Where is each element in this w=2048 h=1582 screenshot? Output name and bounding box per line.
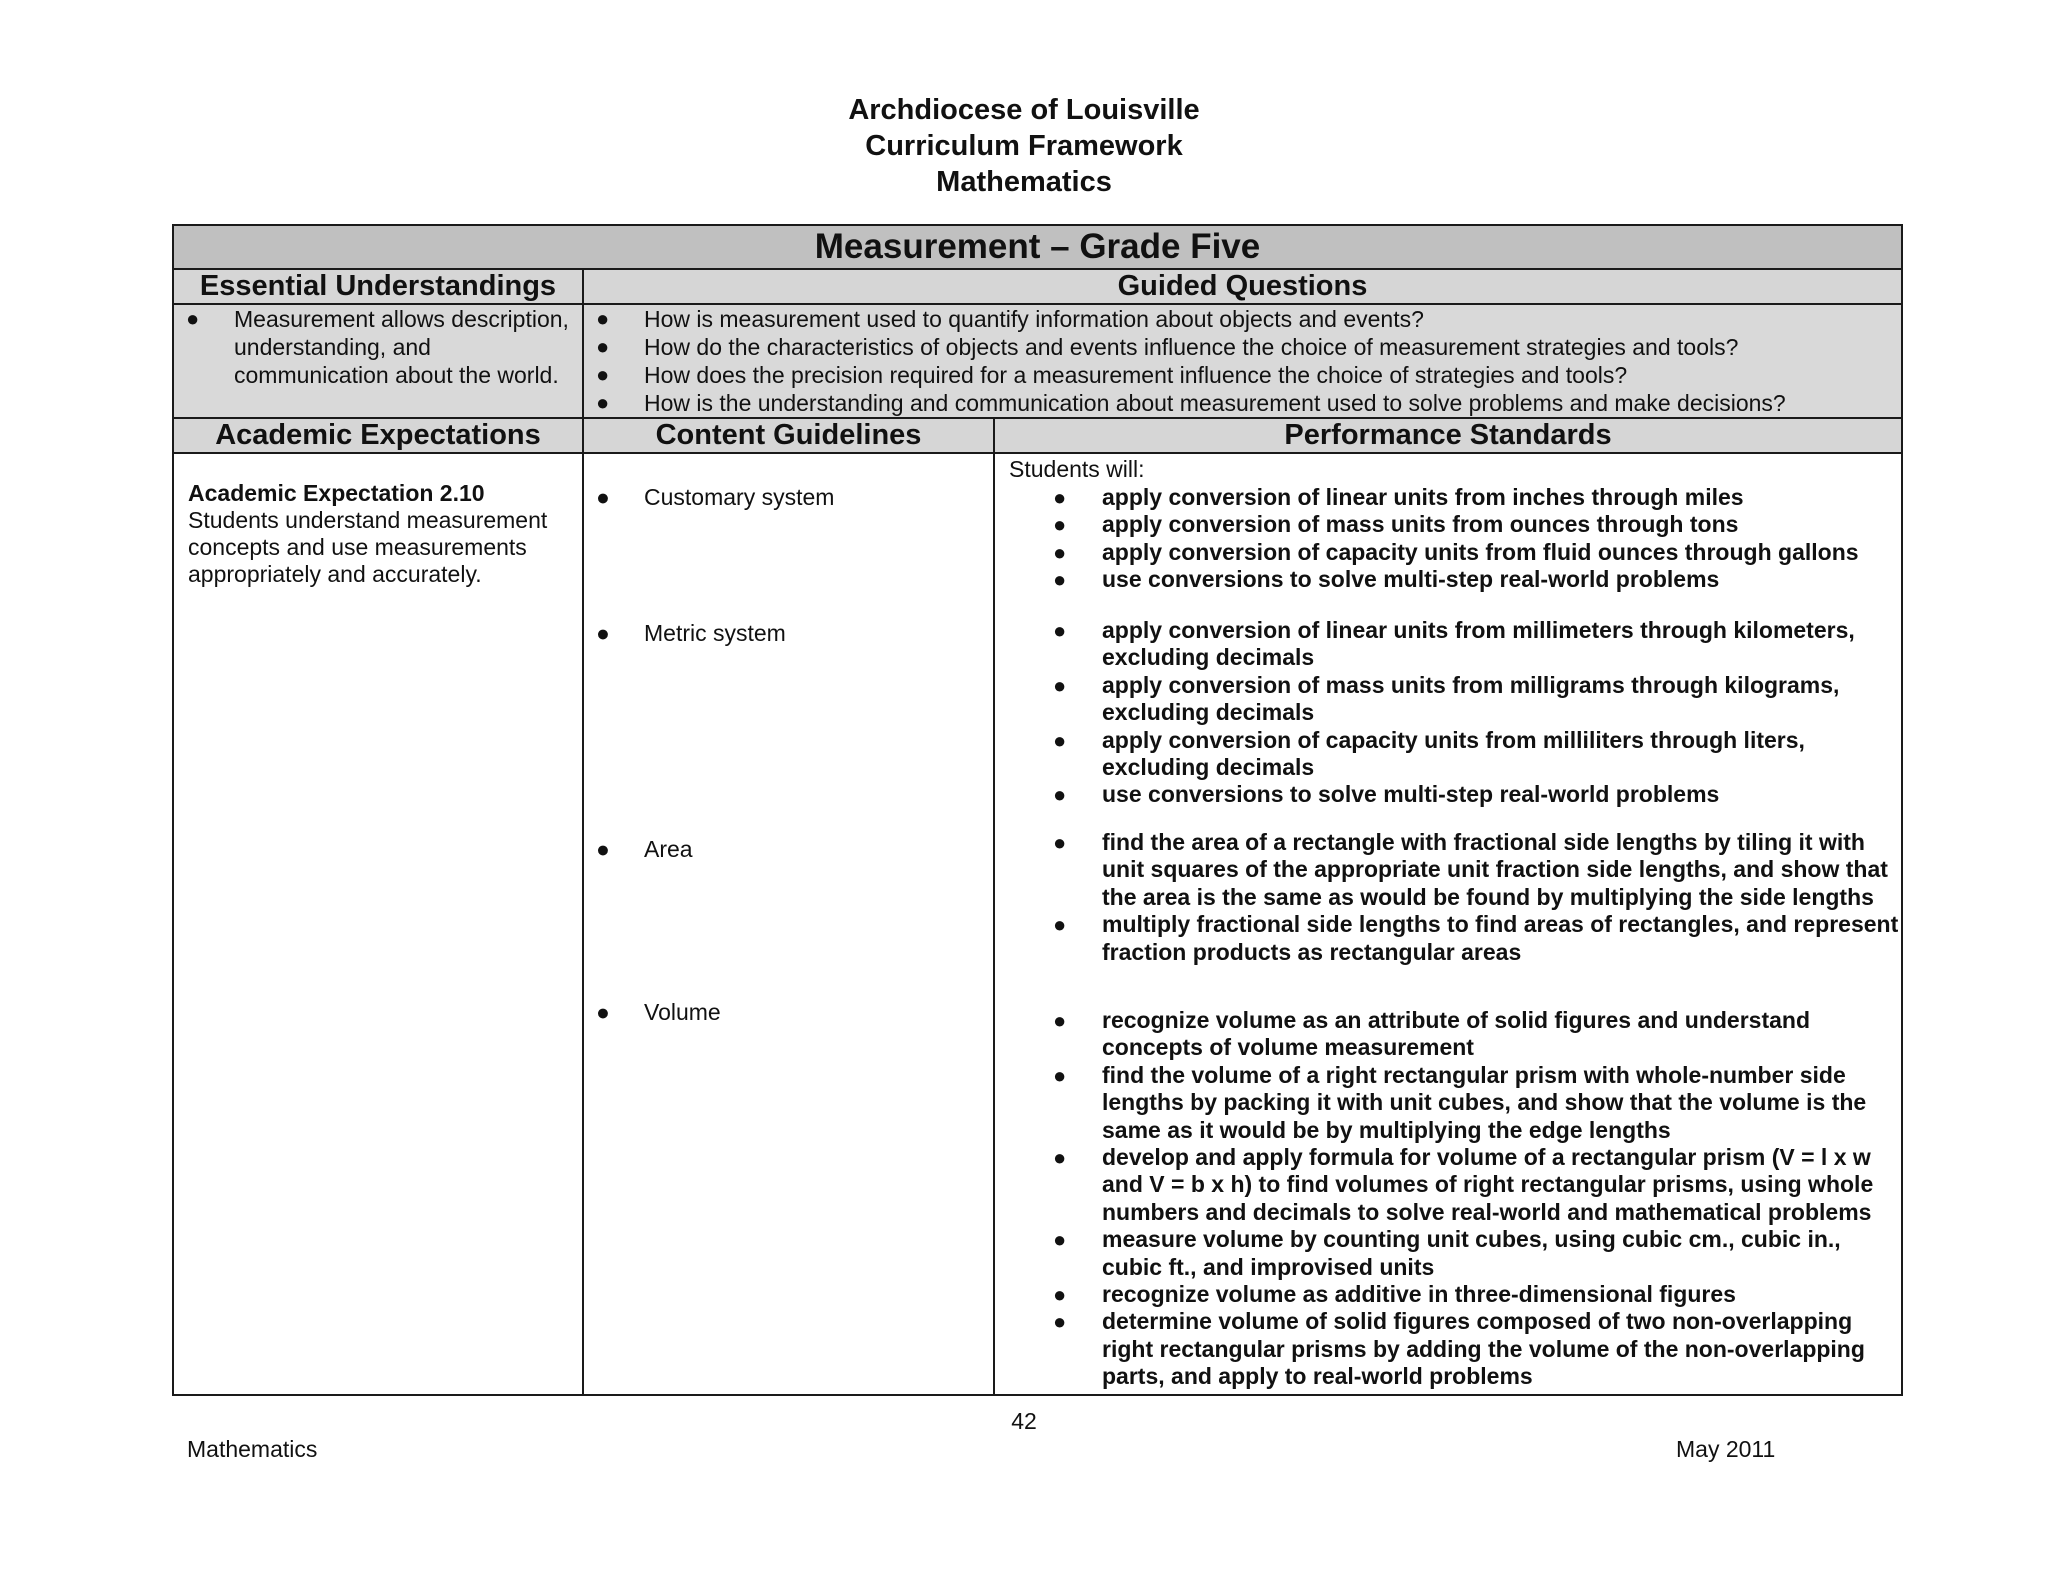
bullet-icon: ●	[596, 306, 610, 331]
customary-standards-list	[995, 484, 1900, 594]
bullet-icon: ●	[1053, 539, 1067, 565]
footer-subject: Mathematics	[187, 1436, 318, 1462]
bullet-icon: ●	[1053, 618, 1067, 643]
guided-questions-cell	[583, 304, 1902, 418]
content-guideline-item: ● Area	[596, 836, 693, 862]
list-item: ● How do the characteristics of objects and events influence the choice of measurement strategies and tools?	[596, 334, 1739, 360]
content-guideline-item: ● Metric system	[596, 620, 786, 646]
bullet-icon: ●	[596, 390, 610, 415]
bullet-icon: ●	[596, 999, 610, 1025]
list-item: ● determine volume of solid figures composed of two non-overlapping right rectangular prisms by adding the volume of the non-overlapping parts, and apply to real-world problems	[1053, 1308, 1865, 1390]
area-standards-list	[995, 829, 1900, 966]
bullet-icon: ●	[1053, 1309, 1067, 1335]
list-item: ● multiply fractional side lengths to find areas of rectangles, and represent fraction products as rectangular areas	[1053, 911, 1899, 965]
list-item: ● develop and apply formula for volume of a rectangular prism (V = l x w and V = b x h) to find volumes of right rectangular prisms, using whole numbers and decimals to solve real-world and mathematical problems	[1053, 1144, 1874, 1225]
bullet-icon: ●	[596, 836, 610, 862]
content-guideline-item: ● Customary system	[596, 484, 835, 510]
list-item: ● recognize volume as an attribute of solid figures and understand concepts of volume measurement	[1053, 1007, 1811, 1061]
list-item: ● apply conversion of mass units from ounces through tons	[1053, 511, 1739, 538]
list-item: ● Measurement allows description, understanding, and communication about the world.	[186, 306, 569, 388]
list-item: ● find the volume of a right rectangular prism with whole-number side lengths by packing it with unit cubes, and show that the volume is the same as it would be by multiplying the edge lengths	[1053, 1061, 1867, 1143]
performance-standards-intro: Students will:	[1009, 456, 1145, 482]
page-number: 42	[1011, 1408, 1037, 1434]
list-item: ● recognize volume as additive in three-dimensional figures	[1053, 1281, 1736, 1308]
academic-expectations-heading: Academic Expectations	[173, 418, 583, 453]
list-item: ● apply conversion of linear units from millimeters through kilometers, excluding decimals	[1053, 617, 1855, 671]
list-item: ● find the area of a rectangle with fractional side lengths by tiling it with unit squares of the appropriate unit fraction side lengths, and show that the area is the same as would be found by multiplying the side lengths	[1053, 829, 1888, 910]
volume-standards-list	[995, 1007, 1900, 1391]
header-subject: Mathematics	[936, 166, 1112, 198]
bullet-icon: ●	[1053, 782, 1067, 808]
bullet-icon: ●	[1053, 830, 1067, 855]
footer-date: May 2011	[1676, 1436, 1776, 1462]
list-item: ● How does the precision required for a measurement influence the choice of strategies and tools?	[596, 362, 1628, 388]
content-guidelines-heading: Content Guidelines	[583, 418, 994, 453]
performance-standards-heading: Performance Standards	[994, 418, 1902, 453]
header-document-type: Curriculum Framework	[865, 130, 1183, 162]
bullet-icon: ●	[596, 484, 610, 510]
academic-expectation-title: Academic Expectation 2.10	[188, 480, 485, 506]
essential-understandings-list	[174, 305, 582, 389]
list-item: ● apply conversion of capacity units from fluid ounces through gallons	[1053, 538, 1859, 565]
page-header	[0, 92, 2048, 200]
bullet-icon: ●	[596, 620, 610, 646]
guided-questions-heading: Guided Questions	[583, 269, 1902, 304]
list-item: ● How is the understanding and communication about measurement used to solve problems and make decisions?	[596, 390, 1786, 416]
framework-table	[172, 224, 1903, 1396]
content-guidelines-cell	[583, 453, 994, 1395]
academic-expectations-cell	[173, 453, 583, 1395]
bullet-icon: ●	[1053, 1062, 1067, 1088]
header-organization: Archdiocese of Louisville	[848, 94, 1200, 126]
list-item: ● apply conversion of linear units from inches through miles	[1053, 484, 1744, 510]
bullet-icon: ●	[186, 306, 200, 331]
bullet-icon: ●	[596, 334, 610, 359]
bullet-icon: ●	[596, 362, 610, 387]
list-item: ● apply conversion of capacity units from milliliters through liters, excluding decimals	[1053, 726, 1805, 781]
table-title: Measurement – Grade Five	[173, 225, 1902, 269]
bullet-icon: ●	[1053, 1227, 1067, 1253]
academic-expectation-text: Students understand measurement concepts and use measurements appropriately and accurately.	[188, 507, 548, 587]
content-guideline-item: ● Volume	[596, 999, 721, 1025]
bullet-icon: ●	[1053, 1145, 1067, 1171]
bullet-icon: ●	[1053, 1008, 1067, 1033]
bullet-icon: ●	[1053, 727, 1067, 753]
list-item: ● measure volume by counting unit cubes, using cubic cm., cubic in., cubic ft., and improvised units	[1053, 1226, 1841, 1280]
bullet-icon: ●	[1053, 1282, 1067, 1308]
essential-understandings-heading: Essential Understandings	[173, 269, 583, 304]
essential-understandings-cell	[173, 304, 583, 418]
bullet-icon: ●	[1053, 912, 1067, 938]
bullet-icon: ●	[1053, 485, 1067, 510]
bullet-icon: ●	[1053, 672, 1067, 698]
performance-standards-cell	[994, 453, 1902, 1395]
metric-standards-list	[995, 617, 1900, 809]
guided-questions-list	[584, 305, 1901, 417]
list-item: ● How is measurement used to quantify information about objects and events?	[596, 306, 1424, 332]
list-item: ● use conversions to solve multi-step real-world problems	[1053, 566, 1720, 593]
bullet-icon: ●	[1053, 567, 1067, 593]
bullet-icon: ●	[1053, 512, 1067, 538]
list-item: ● apply conversion of mass units from milligrams through kilograms, excluding decimals	[1053, 671, 1840, 726]
list-item: ● use conversions to solve multi-step real-world problems	[1053, 781, 1720, 808]
